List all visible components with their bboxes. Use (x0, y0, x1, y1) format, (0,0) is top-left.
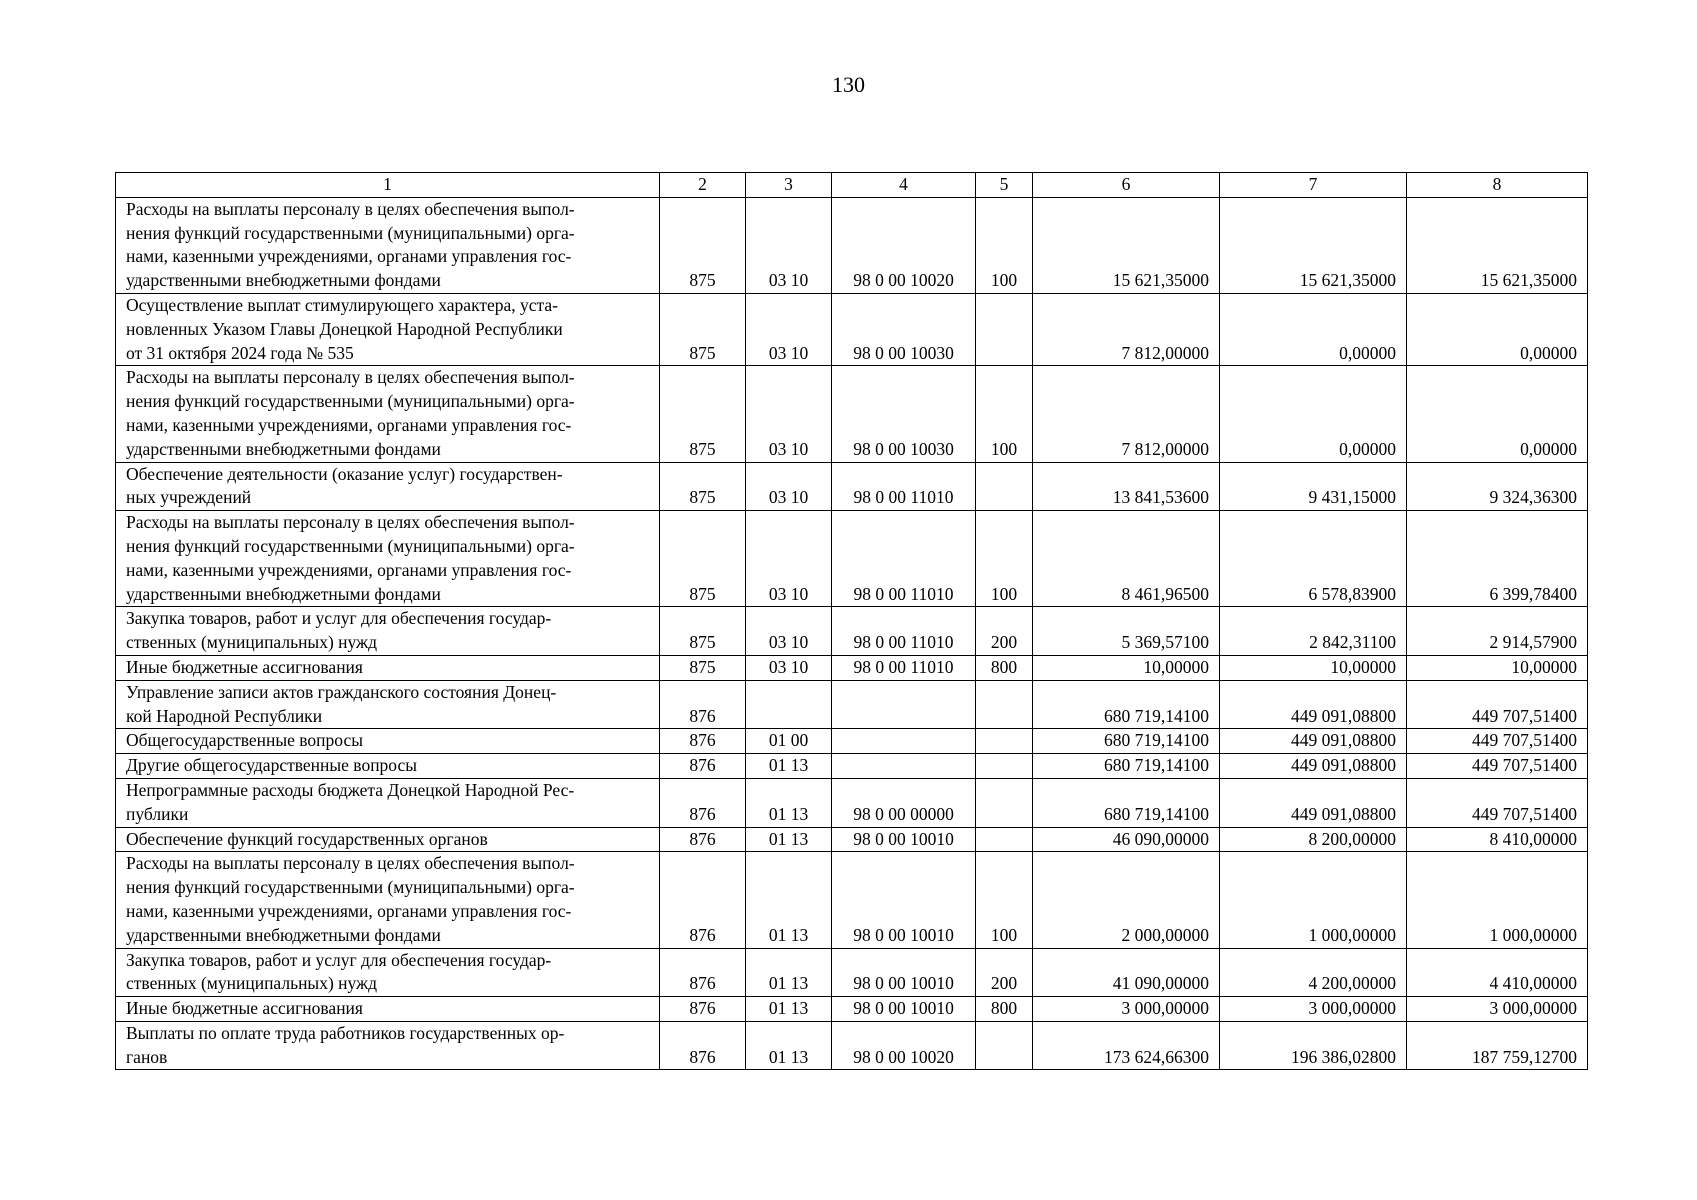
target-code-cell: 98 0 00 10030 (832, 366, 976, 462)
row-name-line: Непрограммные расходы бюджета Донецкой Народной Рес- (126, 779, 575, 800)
row-name-line: от 31 октября 2024 года № 535 (126, 342, 354, 363)
section-code-cell: 03 10 (746, 462, 832, 511)
amount-col-8-cell: 187 759,12700 (1407, 1021, 1588, 1070)
gov-code-cell: 876 (660, 997, 746, 1022)
budget-table (115, 172, 1588, 1070)
header-col-5: 5 (976, 173, 1033, 198)
gov-code-cell: 875 (660, 655, 746, 680)
row-name-line: ударственными внебюджетными фондами (126, 583, 441, 604)
target-code-cell (832, 729, 976, 754)
expense-type-cell: 200 (976, 948, 1033, 997)
expense-type-cell (976, 778, 1033, 827)
row-name-cell (116, 197, 660, 293)
section-code-cell: 01 13 (746, 997, 832, 1022)
expense-type-cell (976, 462, 1033, 511)
section-code-cell: 03 10 (746, 511, 832, 607)
target-code-cell: 98 0 00 00000 (832, 778, 976, 827)
amount-col-8-cell: 4 410,00000 (1407, 948, 1588, 997)
expense-type-cell: 800 (976, 655, 1033, 680)
expense-type-cell (976, 729, 1033, 754)
amount-col-6-cell: 680 719,14100 (1033, 680, 1220, 729)
row-name-cell (116, 827, 660, 852)
amount-col-7-cell: 8 200,00000 (1220, 827, 1407, 852)
gov-code-cell: 876 (660, 729, 746, 754)
row-name-line: нения функций государственными (муниципальными) орга- (126, 222, 575, 243)
section-code-cell: 01 13 (746, 827, 832, 852)
expense-type-cell: 100 (976, 511, 1033, 607)
amount-col-8-cell: 449 707,51400 (1407, 754, 1588, 779)
section-code-cell: 01 13 (746, 754, 832, 779)
gov-code-cell: 875 (660, 511, 746, 607)
section-code-cell: 01 13 (746, 778, 832, 827)
header-col-1: 1 (116, 173, 660, 198)
row-name-line: Общегосударственные вопросы (126, 730, 364, 751)
amount-col-7-cell: 0,00000 (1220, 366, 1407, 462)
row-name-cell (116, 1021, 660, 1070)
header-col-4: 4 (832, 173, 976, 198)
amount-col-7-cell: 15 621,35000 (1220, 197, 1407, 293)
gov-code-cell: 875 (660, 607, 746, 656)
table-body (116, 197, 1588, 1070)
row-name-line: Выплаты по оплате труда работников государственных ор- (126, 1022, 565, 1043)
amount-col-6-cell: 680 719,14100 (1033, 729, 1220, 754)
gov-code-cell: 876 (660, 852, 746, 948)
row-name-line: нами, казенными учреждениями, органами управления гос- (126, 559, 572, 580)
expense-type-cell: 100 (976, 852, 1033, 948)
gov-code-cell: 876 (660, 680, 746, 729)
row-name-cell (116, 729, 660, 754)
amount-col-7-cell: 449 091,08800 (1220, 778, 1407, 827)
row-name-line: Управление записи актов гражданского состояния Донец- (126, 681, 557, 702)
row-name-line: ударственными внебюджетными фондами (126, 270, 441, 291)
row-name-line: нения функций государственными (муниципальными) орга- (126, 391, 575, 412)
amount-col-7-cell: 6 578,83900 (1220, 511, 1407, 607)
table-row (116, 293, 1588, 365)
amount-col-6-cell: 41 090,00000 (1033, 948, 1220, 997)
target-code-cell: 98 0 00 11010 (832, 607, 976, 656)
row-name-line: Другие общегосударственные вопросы (126, 755, 418, 776)
row-name-line: ных учреждений (126, 487, 252, 508)
gov-code-cell: 876 (660, 948, 746, 997)
table-row (116, 462, 1588, 511)
target-code-cell (832, 754, 976, 779)
section-code-cell: 01 13 (746, 1021, 832, 1070)
amount-col-6-cell: 7 812,00000 (1033, 293, 1220, 365)
target-code-cell: 98 0 00 10020 (832, 197, 976, 293)
row-name-line: нения функций государственными (муниципальными) орга- (126, 877, 575, 898)
table-row (116, 1021, 1588, 1070)
gov-code-cell: 876 (660, 754, 746, 779)
target-code-cell: 98 0 00 10010 (832, 997, 976, 1022)
amount-col-8-cell: 8 410,00000 (1407, 827, 1588, 852)
amount-col-8-cell: 1 000,00000 (1407, 852, 1588, 948)
row-name-line: Закупка товаров, работ и услуг для обеспечения государ- (126, 949, 552, 970)
row-name-line: Расходы на выплаты персоналу в целях обеспечения выпол- (126, 512, 575, 533)
amount-col-7-cell: 449 091,08800 (1220, 754, 1407, 779)
row-name-line: Обеспечение функций государственных органов (126, 828, 488, 849)
amount-col-6-cell: 680 719,14100 (1033, 778, 1220, 827)
amount-col-6-cell: 2 000,00000 (1033, 852, 1220, 948)
amount-col-7-cell: 1 000,00000 (1220, 852, 1407, 948)
row-name-line: Расходы на выплаты персоналу в целях обеспечения выпол- (126, 853, 575, 874)
expense-type-cell (976, 754, 1033, 779)
row-name-line: Закупка товаров, работ и услуг для обеспечения государ- (126, 608, 552, 629)
row-name-cell (116, 607, 660, 656)
header-col-6: 6 (1033, 173, 1220, 198)
section-code-cell: 01 13 (746, 948, 832, 997)
header-col-8: 8 (1407, 173, 1588, 198)
gov-code-cell: 875 (660, 462, 746, 511)
row-name-line: ударственными внебюджетными фондами (126, 924, 441, 945)
gov-code-cell: 875 (660, 197, 746, 293)
amount-col-6-cell: 15 621,35000 (1033, 197, 1220, 293)
amount-col-6-cell: 46 090,00000 (1033, 827, 1220, 852)
row-name-line: нами, казенными учреждениями, органами управления гос- (126, 900, 572, 921)
amount-col-8-cell: 2 914,57900 (1407, 607, 1588, 656)
row-name-line: новленных Указом Главы Донецкой Народной Республики (126, 318, 563, 339)
row-name-line: Расходы на выплаты персоналу в целях обеспечения выпол- (126, 198, 575, 219)
section-code-cell: 03 10 (746, 197, 832, 293)
target-code-cell: 98 0 00 11010 (832, 511, 976, 607)
table-row (116, 827, 1588, 852)
amount-col-8-cell: 449 707,51400 (1407, 778, 1588, 827)
amount-col-7-cell: 3 000,00000 (1220, 997, 1407, 1022)
expense-type-cell: 200 (976, 607, 1033, 656)
amount-col-7-cell: 10,00000 (1220, 655, 1407, 680)
target-code-cell (832, 680, 976, 729)
header-row (116, 173, 1588, 198)
amount-col-6-cell: 8 461,96500 (1033, 511, 1220, 607)
section-code-cell (746, 680, 832, 729)
row-name-cell (116, 778, 660, 827)
expense-type-cell: 100 (976, 366, 1033, 462)
table-row (116, 754, 1588, 779)
amount-col-8-cell: 449 707,51400 (1407, 729, 1588, 754)
row-name-cell (116, 293, 660, 365)
row-name-cell (116, 655, 660, 680)
amount-col-8-cell: 6 399,78400 (1407, 511, 1588, 607)
row-name-cell (116, 511, 660, 607)
section-code-cell: 03 10 (746, 607, 832, 656)
amount-col-8-cell: 0,00000 (1407, 366, 1588, 462)
row-name-line: Иные бюджетные ассигнования (126, 998, 363, 1019)
gov-code-cell: 876 (660, 1021, 746, 1070)
row-name-line: Обеспечение деятельности (оказание услуг) государствен- (126, 463, 563, 484)
table-row (116, 852, 1588, 948)
header-col-7: 7 (1220, 173, 1407, 198)
gov-code-cell: 876 (660, 778, 746, 827)
row-name-line: Расходы на выплаты персоналу в целях обеспечения выпол- (126, 367, 575, 388)
row-name-line: публики (126, 803, 189, 824)
expense-type-cell: 100 (976, 197, 1033, 293)
row-name-cell (116, 680, 660, 729)
target-code-cell: 98 0 00 10010 (832, 948, 976, 997)
header-col-2: 2 (660, 173, 746, 198)
amount-col-7-cell: 196 386,02800 (1220, 1021, 1407, 1070)
amount-col-8-cell: 0,00000 (1407, 293, 1588, 365)
row-name-line: ганов (126, 1046, 168, 1067)
section-code-cell: 03 10 (746, 293, 832, 365)
row-name-line: кой Народной Республики (126, 705, 323, 726)
expense-type-cell: 800 (976, 997, 1033, 1022)
amount-col-6-cell: 13 841,53600 (1033, 462, 1220, 511)
target-code-cell: 98 0 00 10010 (832, 852, 976, 948)
amount-col-7-cell: 2 842,31100 (1220, 607, 1407, 656)
amount-col-6-cell: 173 624,66300 (1033, 1021, 1220, 1070)
row-name-line: ударственными внебюджетными фондами (126, 438, 441, 459)
amount-col-6-cell: 3 000,00000 (1033, 997, 1220, 1022)
page-number: 130 (832, 72, 865, 97)
amount-col-8-cell: 449 707,51400 (1407, 680, 1588, 729)
amount-col-7-cell: 9 431,15000 (1220, 462, 1407, 511)
section-code-cell: 01 13 (746, 852, 832, 948)
row-name-line: нами, казенными учреждениями, органами управления гос- (126, 246, 572, 267)
row-name-line: нения функций государственными (муниципальными) орга- (126, 535, 575, 556)
amount-col-6-cell: 7 812,00000 (1033, 366, 1220, 462)
gov-code-cell: 875 (660, 366, 746, 462)
table-row (116, 607, 1588, 656)
expense-type-cell (976, 680, 1033, 729)
amount-col-6-cell: 5 369,57100 (1033, 607, 1220, 656)
expense-type-cell (976, 1021, 1033, 1070)
row-name-cell (116, 366, 660, 462)
target-code-cell: 98 0 00 11010 (832, 462, 976, 511)
table-row (116, 948, 1588, 997)
table-row (116, 680, 1588, 729)
row-name-line: ственных (муниципальных) нужд (126, 632, 378, 653)
amount-col-8-cell: 15 621,35000 (1407, 197, 1588, 293)
row-name-cell (116, 852, 660, 948)
target-code-cell: 98 0 00 10010 (832, 827, 976, 852)
table-row (116, 778, 1588, 827)
row-name-cell (116, 754, 660, 779)
section-code-cell: 03 10 (746, 366, 832, 462)
gov-code-cell: 876 (660, 827, 746, 852)
table-row (116, 511, 1588, 607)
section-code-cell: 01 00 (746, 729, 832, 754)
target-code-cell: 98 0 00 10020 (832, 1021, 976, 1070)
amount-col-7-cell: 4 200,00000 (1220, 948, 1407, 997)
amount-col-7-cell: 449 091,08800 (1220, 729, 1407, 754)
expense-type-cell (976, 827, 1033, 852)
amount-col-8-cell: 10,00000 (1407, 655, 1588, 680)
row-name-line: нами, казенными учреждениями, органами управления гос- (126, 414, 572, 435)
amount-col-7-cell: 0,00000 (1220, 293, 1407, 365)
target-code-cell: 98 0 00 10030 (832, 293, 976, 365)
row-name-line: Осуществление выплат стимулирующего характера, уста- (126, 294, 558, 315)
row-name-cell (116, 997, 660, 1022)
amount-col-6-cell: 10,00000 (1033, 655, 1220, 680)
table-row (116, 197, 1588, 293)
amount-col-8-cell: 3 000,00000 (1407, 997, 1588, 1022)
row-name-line: ственных (муниципальных) нужд (126, 973, 378, 994)
table-row (116, 997, 1588, 1022)
section-code-cell: 03 10 (746, 655, 832, 680)
target-code-cell: 98 0 00 11010 (832, 655, 976, 680)
amount-col-8-cell: 9 324,36300 (1407, 462, 1588, 511)
table-row (116, 655, 1588, 680)
amount-col-7-cell: 449 091,08800 (1220, 680, 1407, 729)
table-row (116, 729, 1588, 754)
table-row (116, 366, 1588, 462)
header-col-3: 3 (746, 173, 832, 198)
row-name-cell (116, 462, 660, 511)
row-name-cell (116, 948, 660, 997)
row-name-line: Иные бюджетные ассигнования (126, 656, 363, 677)
gov-code-cell: 875 (660, 293, 746, 365)
amount-col-6-cell: 680 719,14100 (1033, 754, 1220, 779)
expense-type-cell (976, 293, 1033, 365)
